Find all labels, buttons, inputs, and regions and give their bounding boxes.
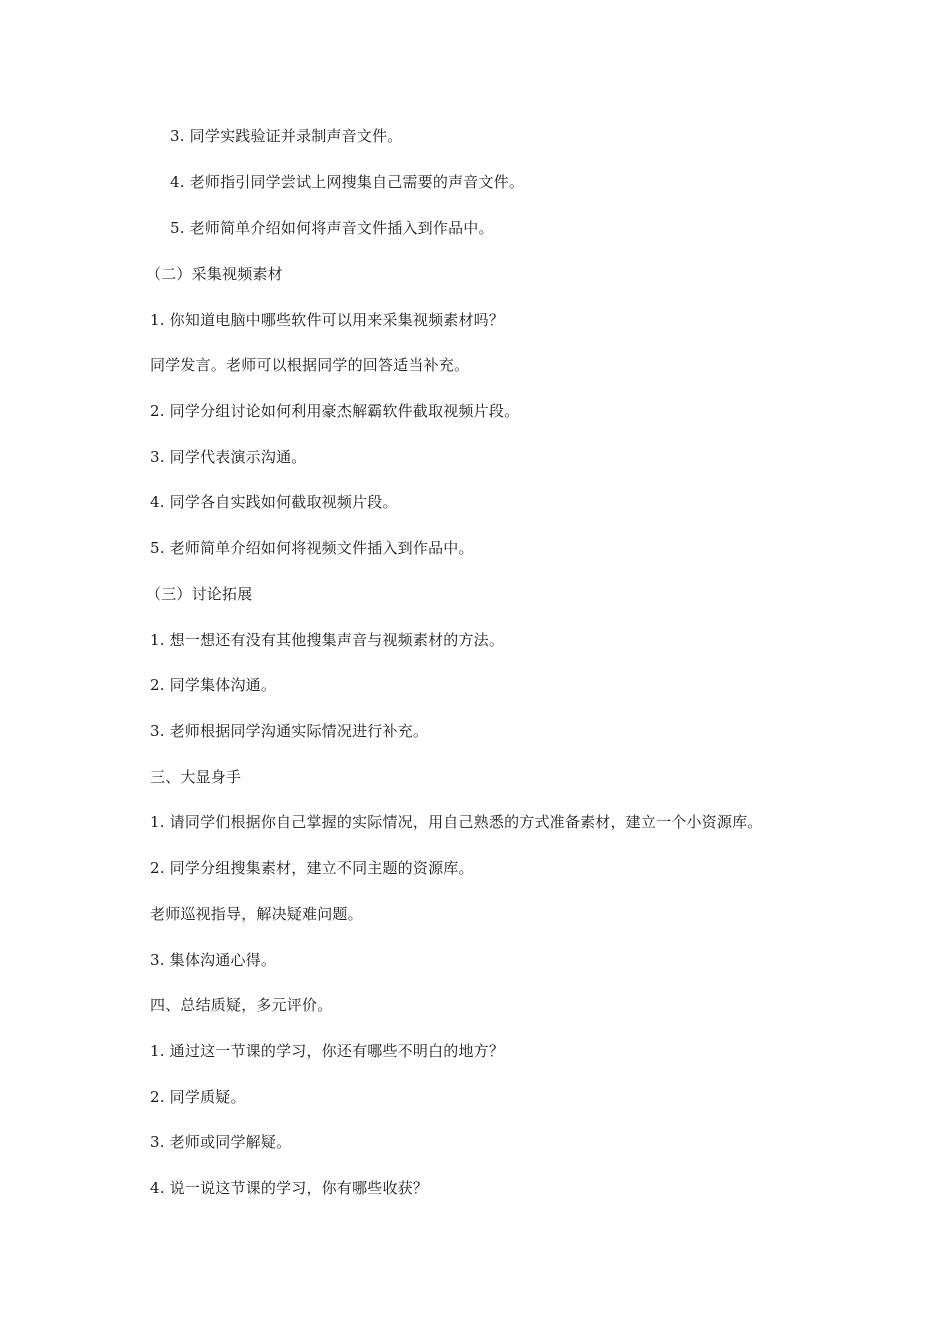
section-heading: 四、总结质疑，多元评价。 bbox=[150, 996, 333, 1014]
paragraph-line: 4. 老师指引同学尝试上网搜集自己需要的声音文件。 bbox=[170, 173, 525, 191]
paragraph-line: 老师巡视指导，解决疑难问题。 bbox=[150, 905, 363, 923]
paragraph-line: 4. 同学各自实践如何截取视频片段。 bbox=[150, 493, 398, 511]
paragraph-line: 2. 同学分组搜集素材，建立不同主题的资源库。 bbox=[150, 859, 474, 877]
section-heading: （三）讨论拓展 bbox=[146, 585, 253, 603]
paragraph-line: 2. 同学集体沟通。 bbox=[150, 676, 277, 694]
paragraph-line: 3. 老师根据同学沟通实际情况进行补充。 bbox=[150, 722, 429, 740]
paragraph-line: 1. 你知道电脑中哪些软件可以用来采集视频素材吗？ bbox=[150, 311, 505, 329]
section-heading: 三、大显身手 bbox=[150, 768, 242, 786]
paragraph-line: 3. 集体沟通心得。 bbox=[150, 951, 277, 969]
paragraph-line: 5. 老师简单介绍如何将视频文件插入到作品中。 bbox=[150, 539, 474, 557]
paragraph-line: 3. 同学实践验证并录制声音文件。 bbox=[170, 127, 403, 145]
paragraph-line: 3. 同学代表演示沟通。 bbox=[150, 448, 307, 466]
paragraph-line: 同学发言。老师可以根据同学的回答适当补充。 bbox=[150, 356, 470, 374]
paragraph-line: 1. 想一想还有没有其他搜集声音与视频素材的方法。 bbox=[150, 631, 505, 649]
paragraph-line: 5. 老师简单介绍如何将声音文件插入到作品中。 bbox=[170, 219, 494, 237]
paragraph-line: 1. 通过这一节课的学习，你还有哪些不明白的地方？ bbox=[150, 1042, 505, 1060]
paragraph-line: 1. 请同学们根据你自己掌握的实际情况，用自己熟悉的方式准备素材，建立一个小资源库。 bbox=[150, 813, 763, 831]
section-heading: （二）采集视频素材 bbox=[146, 265, 283, 283]
paragraph-line: 2. 同学分组讨论如何利用豪杰解霸软件截取视频片段。 bbox=[150, 402, 520, 420]
paragraph-line: 3. 老师或同学解疑。 bbox=[150, 1133, 292, 1151]
paragraph-line: 4. 说一说这节课的学习，你有哪些收获？ bbox=[150, 1179, 429, 1197]
paragraph-line: 2. 同学质疑。 bbox=[150, 1088, 246, 1106]
